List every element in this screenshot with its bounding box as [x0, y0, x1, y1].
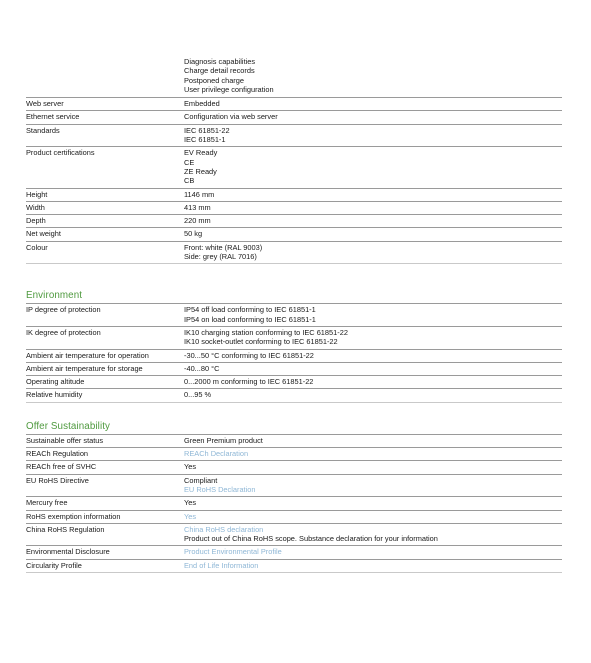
spec-row	[26, 434, 562, 447]
spec-row	[26, 349, 562, 362]
spec-label: Ethernet service	[26, 112, 80, 122]
spec-label: Colour	[26, 242, 48, 252]
section-title-sustainability: Offer Sustainability	[26, 420, 111, 432]
spec-row	[26, 146, 562, 187]
lead-value: Charge detail records	[184, 66, 255, 76]
spec-value-cell	[184, 111, 562, 123]
spec-value-cell	[184, 215, 562, 227]
main-spec-table	[26, 97, 562, 263]
spec-value: 0...2000 m conforming to IEC 61851-22	[184, 377, 314, 387]
spec-value-cell	[184, 242, 562, 264]
spec-label: Ambient air temperature for operation	[26, 350, 149, 360]
spec-value-cell	[184, 546, 562, 558]
lead-value: Postponed charge	[184, 75, 244, 85]
spec-label: Relative humidity	[26, 390, 83, 400]
spec-label: REACh free of SVHC	[26, 462, 97, 472]
spec-row	[26, 545, 562, 558]
spec-value: IEC 61851-22	[184, 125, 230, 135]
spec-label: IK degree of protection	[26, 327, 101, 337]
spec-row	[26, 523, 562, 546]
spec-row	[26, 375, 562, 388]
spec-value: 220 mm	[184, 216, 211, 226]
spec-value: 1146 mm	[184, 189, 215, 199]
spec-value: IP54 off load conforming to IEC 61851-1	[184, 305, 316, 315]
spec-value: Embedded	[184, 99, 220, 109]
spec-label: Width	[26, 202, 45, 212]
spec-value-cell	[184, 228, 562, 240]
spec-value: -40...80 °C	[184, 363, 220, 373]
spec-label: Web server	[26, 99, 64, 109]
spec-value: Yes	[184, 462, 197, 472]
spec-label: Net weight	[26, 229, 61, 239]
spec-value: IK10 socket-outlet conforming to IEC 61851-22	[184, 337, 338, 347]
spec-row	[26, 201, 562, 214]
spec-value-cell	[184, 189, 562, 201]
spec-sheet	[26, 0, 562, 573]
spec-row	[26, 214, 562, 227]
document-link[interactable]: EU RoHS Declaration	[184, 484, 256, 494]
lead-value: User privilege configuration	[184, 84, 274, 94]
spec-value: IEC 61851-1	[184, 135, 226, 145]
spec-value-cell	[184, 560, 562, 572]
spec-value: IP54 on load conforming to IEC 61851-1	[184, 314, 316, 324]
spec-row	[26, 227, 562, 240]
spec-value-cell	[184, 202, 562, 214]
spec-label: RoHS exemption information	[26, 511, 121, 521]
spec-label: Product certifications	[26, 148, 95, 158]
spec-value: EV Ready	[184, 148, 218, 158]
table-end-rule	[26, 263, 562, 264]
spec-value-cell	[184, 327, 562, 349]
spec-label: Sustainable offer status	[26, 435, 104, 445]
section-title-environment: Environment	[26, 290, 83, 302]
spec-row	[26, 188, 562, 201]
spec-value-cell	[184, 376, 562, 388]
spec-value: Side: grey (RAL 7016)	[184, 252, 257, 262]
spec-label: China RoHS Regulation	[26, 524, 105, 534]
spec-row	[26, 326, 562, 349]
document-link[interactable]: REACh Declaration	[184, 449, 249, 459]
lead-values	[26, 0, 562, 97]
spec-label: Mercury free	[26, 498, 68, 508]
spec-label: Operating altitude	[26, 377, 85, 387]
spec-value: 0...95 %	[184, 390, 212, 400]
spec-row	[26, 510, 562, 523]
spec-row	[26, 496, 562, 509]
spec-value-cell	[184, 475, 562, 497]
spec-row	[26, 303, 562, 326]
spec-value-cell	[184, 363, 562, 375]
spec-value: ZE Ready	[184, 166, 217, 176]
spec-value: Compliant	[184, 475, 218, 485]
spec-value: Front: white (RAL 9003)	[184, 242, 263, 252]
spec-value-cell	[184, 448, 562, 460]
spec-row	[26, 447, 562, 460]
spec-label: Ambient air temperature for storage	[26, 363, 143, 373]
spec-value-cell	[184, 350, 562, 362]
spec-value: Yes	[184, 498, 197, 508]
spec-label: IP degree of protection	[26, 305, 101, 315]
spec-value: 413 mm	[184, 202, 211, 212]
spec-row	[26, 388, 562, 401]
spec-value: CB	[184, 176, 195, 186]
spec-label: Environmental Disclosure	[26, 547, 110, 557]
lead-value: Diagnosis capabilities	[184, 57, 256, 66]
spec-value: Green Premium product	[184, 435, 263, 445]
spec-row	[26, 559, 562, 572]
spec-row	[26, 110, 562, 123]
sustainability-table	[26, 434, 562, 572]
spec-label: Depth	[26, 216, 46, 226]
document-link[interactable]: Yes	[184, 511, 197, 521]
spec-value-cell	[184, 497, 562, 509]
spec-row	[26, 97, 562, 110]
spec-value-cell	[184, 389, 562, 401]
spec-value: -30...50 °C conforming to IEC 61851-22	[184, 350, 314, 360]
spec-label: REACh Regulation	[26, 449, 89, 459]
spec-label: Standards	[26, 125, 60, 135]
table-end-rule	[26, 402, 562, 403]
spec-value-cell	[184, 511, 562, 523]
environment-table	[26, 303, 562, 401]
document-link[interactable]: China RoHS declaration	[184, 524, 264, 534]
spec-value: Product out of China RoHS scope. Substance declaration for your information	[184, 534, 438, 544]
document-link[interactable]: Product Environmental Profile	[184, 547, 282, 557]
spec-value-cell	[184, 435, 562, 447]
spec-value-cell	[184, 304, 562, 326]
spec-row	[26, 124, 562, 147]
spec-value-cell	[184, 147, 562, 187]
spec-row	[26, 474, 562, 497]
spec-row	[26, 362, 562, 375]
spec-value-cell	[184, 461, 562, 473]
table-end-rule	[26, 572, 562, 573]
spec-value: CE	[184, 157, 195, 167]
spec-value-cell	[184, 524, 562, 546]
spec-label: Height	[26, 189, 48, 199]
spec-label: EU RoHS Directive	[26, 475, 89, 485]
spec-value-cell	[184, 125, 562, 147]
spec-value: Configuration via web server	[184, 112, 278, 122]
document-link[interactable]: End of Life Information	[184, 560, 259, 570]
spec-value: IK10 charging station conforming to IEC 61851-22	[184, 327, 348, 337]
spec-value: 50 kg	[184, 229, 203, 239]
spec-row	[26, 460, 562, 473]
spec-label: Circularity Profile	[26, 560, 82, 570]
spec-value-cell	[184, 98, 562, 110]
spec-row	[26, 241, 562, 264]
